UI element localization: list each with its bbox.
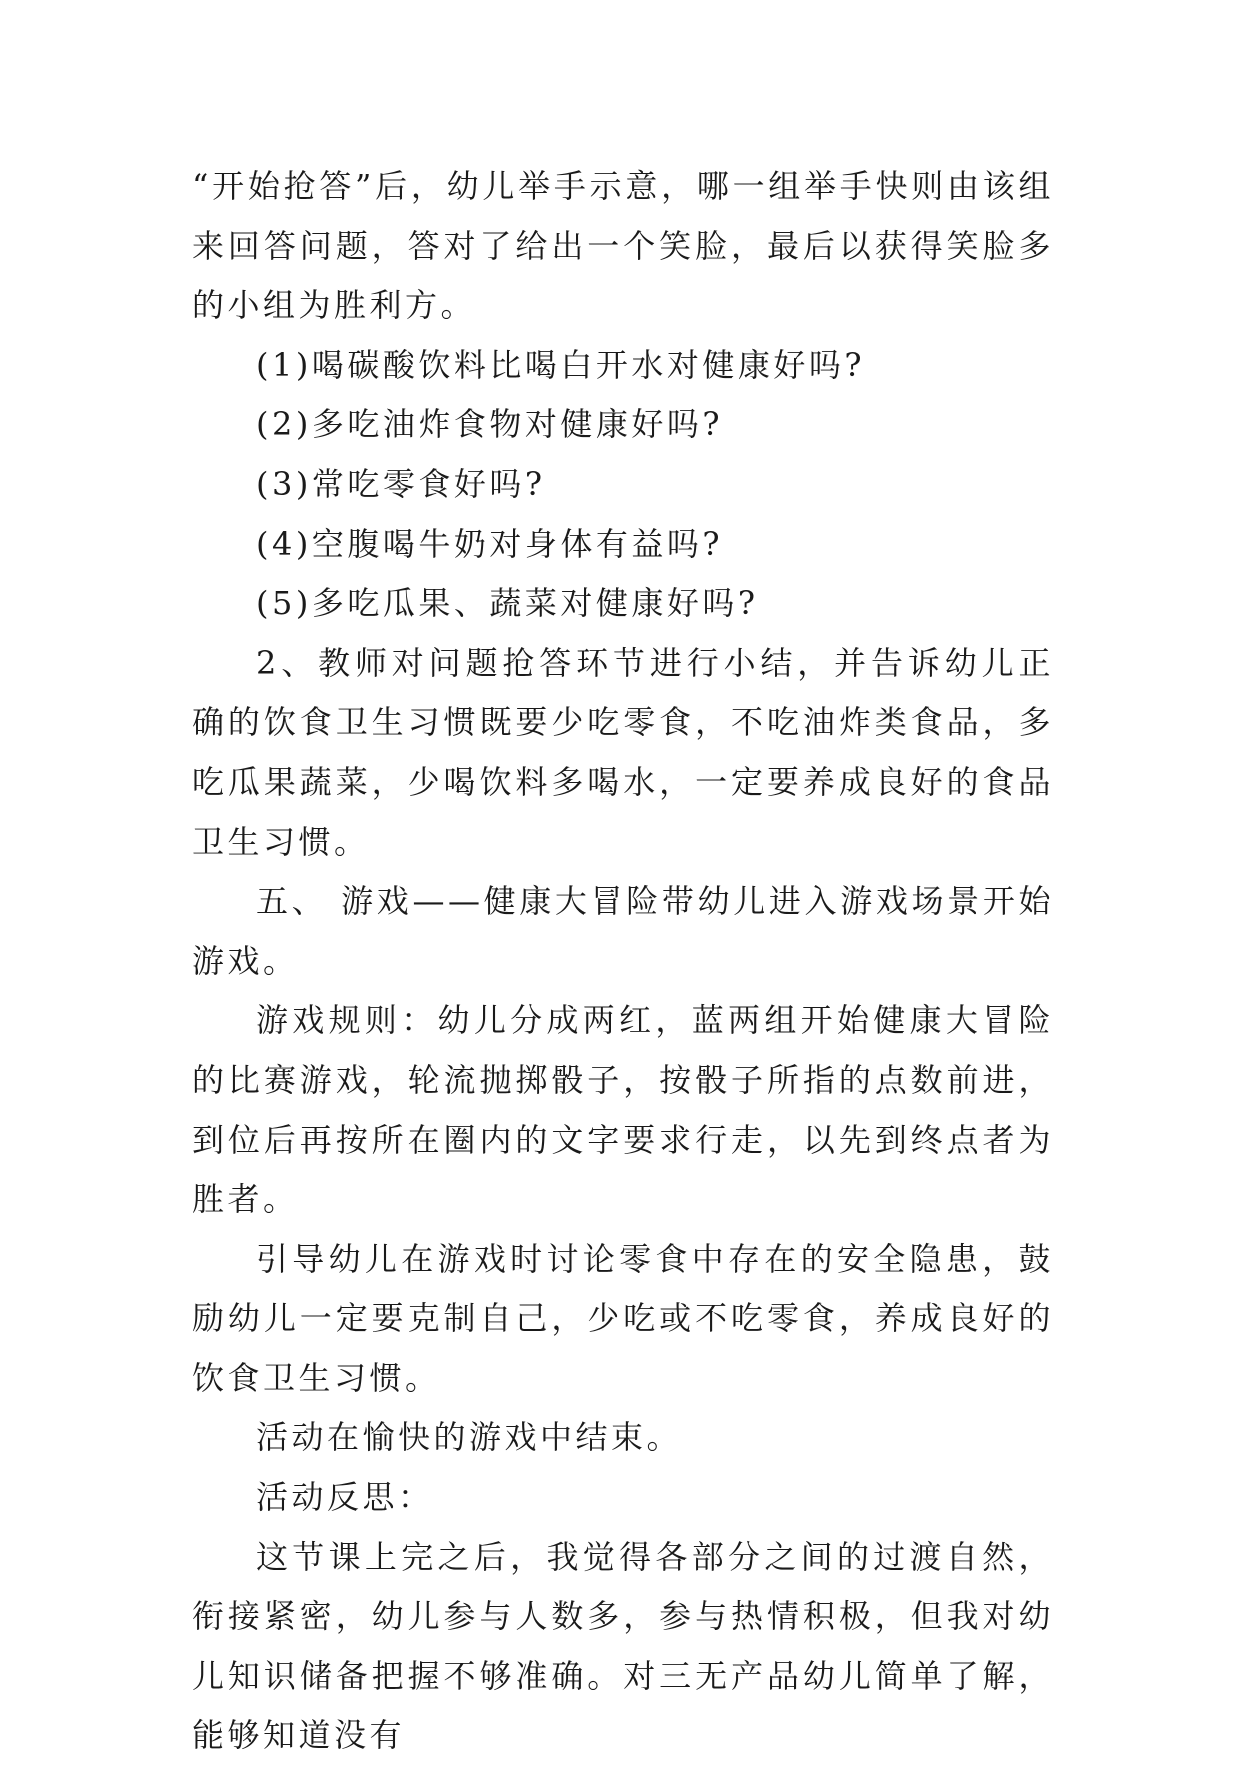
document-body [192,157,1054,1766]
question-5: (5)多吃瓜果、蔬菜对健康好吗? [256,584,759,623]
paragraph-quiz-rules: “开始抢答”后，幼儿举手示意，哪一组举手快则由该组来回答问题，答对了给出一个笑脸，最后以获得笑脸多的小组为胜利方。 [192,167,1054,325]
paragraph-teacher-summary: 2、教师对问题抢答环节进行小结，并告诉幼儿正确的饮食卫生习惯既要少吃零食，不吃油炸类食品，多吃瓜果蔬菜，少喝饮料多喝水，一定要养成良好的食品卫生习惯。 [192,643,1054,861]
paragraph-game-rules: 游戏规则：幼儿分成两红，蓝两组开始健康大冒险的比赛游戏，轮流抛掷骰子，按骰子所指的点数前进，到位后再按所在圈内的文字要求行走，以先到终点者为胜者。 [192,1001,1054,1219]
question-4: (4)空腹喝牛奶对身体有益吗? [256,524,723,563]
heading-reflection: 活动反思： [256,1478,434,1517]
question-1: (1)喝碳酸饮料比喝白开水对健康好吗? [256,345,865,384]
paragraph-activity-end: 活动在愉快的游戏中结束。 [256,1418,683,1457]
question-3: (3)常吃零食好吗? [256,464,546,503]
section-heading-game: 五、 游戏——健康大冒险带幼儿进入游戏场景开始游戏。 [192,882,1054,980]
question-2: (2)多吃油炸食物对健康好吗? [256,405,723,444]
paragraph-reflection: 这节课上完之后，我觉得各部分之间的过渡自然，衔接紧密，幼儿参与人数多，参与热情积极，但我对幼儿知识储备把握不够准确。对三无产品幼儿简单了解，能够知道没有 [192,1537,1054,1755]
paragraph-guidance: 引导幼儿在游戏时讨论零食中存在的安全隐患，鼓励幼儿一定要克制自己，少吃或不吃零食，养成良好的饮食卫生习惯。 [192,1239,1054,1397]
